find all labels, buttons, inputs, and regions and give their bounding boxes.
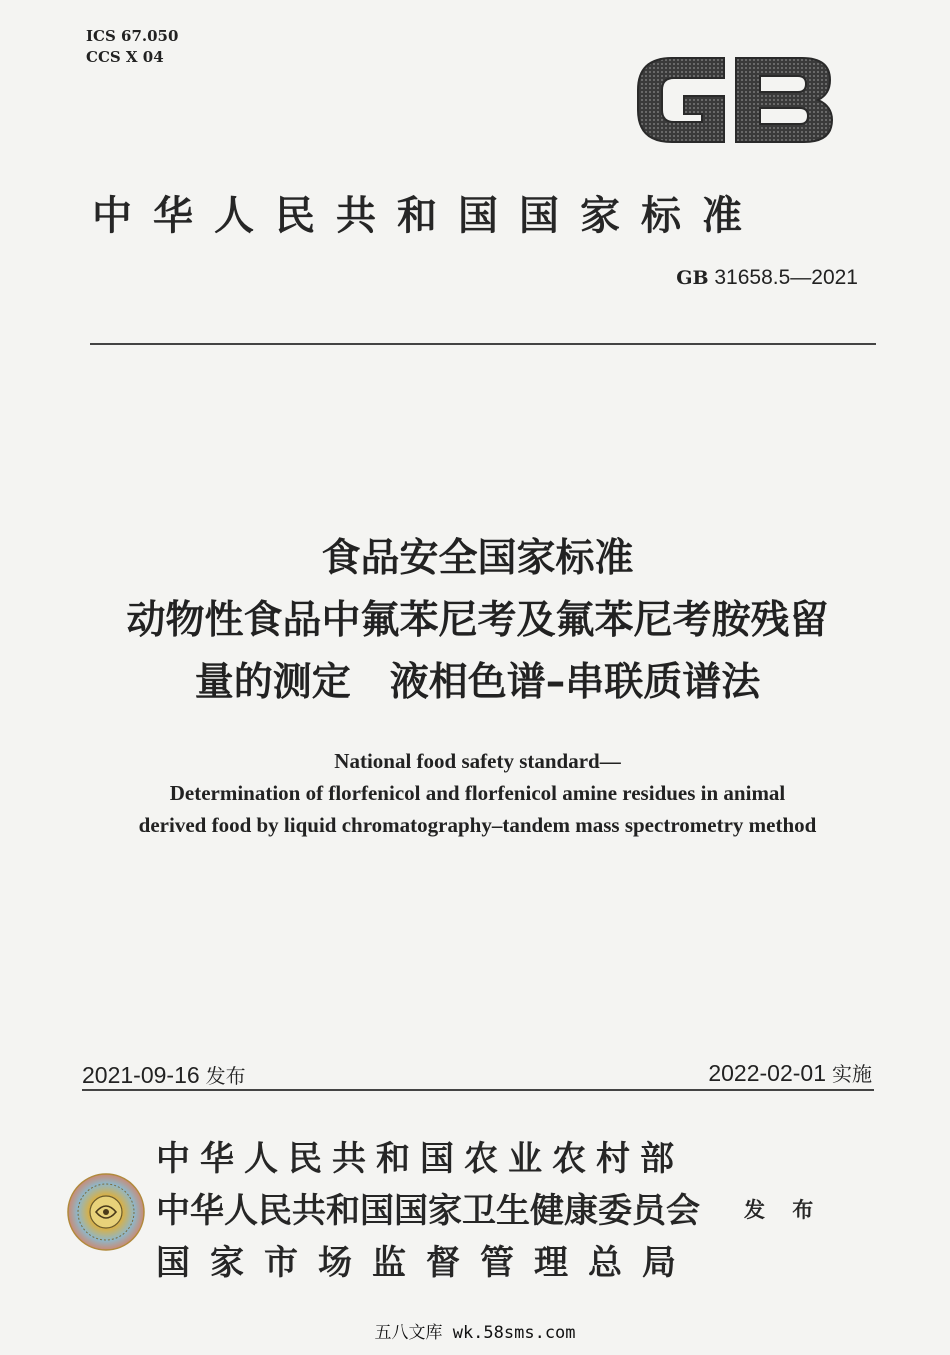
ccs-code: CCS X 04 (86, 48, 164, 66)
chinese-title-line-3: 量的测定 液相色谱–串联质谱法 (194, 660, 761, 705)
chinese-title (40, 528, 915, 714)
english-title (40, 745, 915, 841)
ics-code: ICS 67.050 (86, 27, 179, 45)
classification-codes (86, 26, 178, 68)
issuer-market-regulation: 国家市场监督管理总局 (156, 1243, 696, 1283)
implement-date-block (708, 1058, 872, 1087)
chinese-title-line-1: 食品安全国家标准 (321, 536, 634, 581)
watermark-footer: 五八文库 wk.58sms.com (374, 1323, 576, 1343)
english-title-line-1: National food safety standard— (334, 749, 621, 773)
implement-label: 实施 (832, 1062, 872, 1086)
publish-label: 发 布 (744, 1197, 824, 1222)
issuer-health-commission: 中华人民共和国国家卫生健康委员会 (156, 1191, 700, 1231)
standard-code (676, 266, 858, 290)
chinese-title-line-2: 动物性食品中氟苯尼考及氟苯尼考胺残留 (126, 598, 829, 643)
gb-logo (632, 50, 837, 150)
national-standard-heading: 中华人民共和国国家标准 (92, 192, 763, 239)
implement-date: 2022-02-01 (708, 1060, 826, 1086)
english-title-line-3: derived food by liquid chromatography–tandem mass spectrometry method (138, 813, 817, 837)
standard-code-number: 31658.5—2021 (714, 266, 858, 289)
national-emblem-icon (66, 1172, 146, 1252)
issue-date-block (82, 1060, 246, 1089)
header-divider (90, 343, 876, 345)
standard-code-prefix: GB (676, 267, 709, 289)
issuer-ministry-agriculture: 中华人民共和国农业农村部 (156, 1139, 684, 1179)
issue-date: 2021-09-16 (82, 1062, 200, 1088)
english-title-line-2: Determination of florfenicol and florfenicol amine residues in animal (169, 781, 786, 805)
date-divider (82, 1089, 874, 1091)
issuing-organizations (156, 1133, 700, 1289)
issue-label: 发布 (205, 1064, 246, 1088)
